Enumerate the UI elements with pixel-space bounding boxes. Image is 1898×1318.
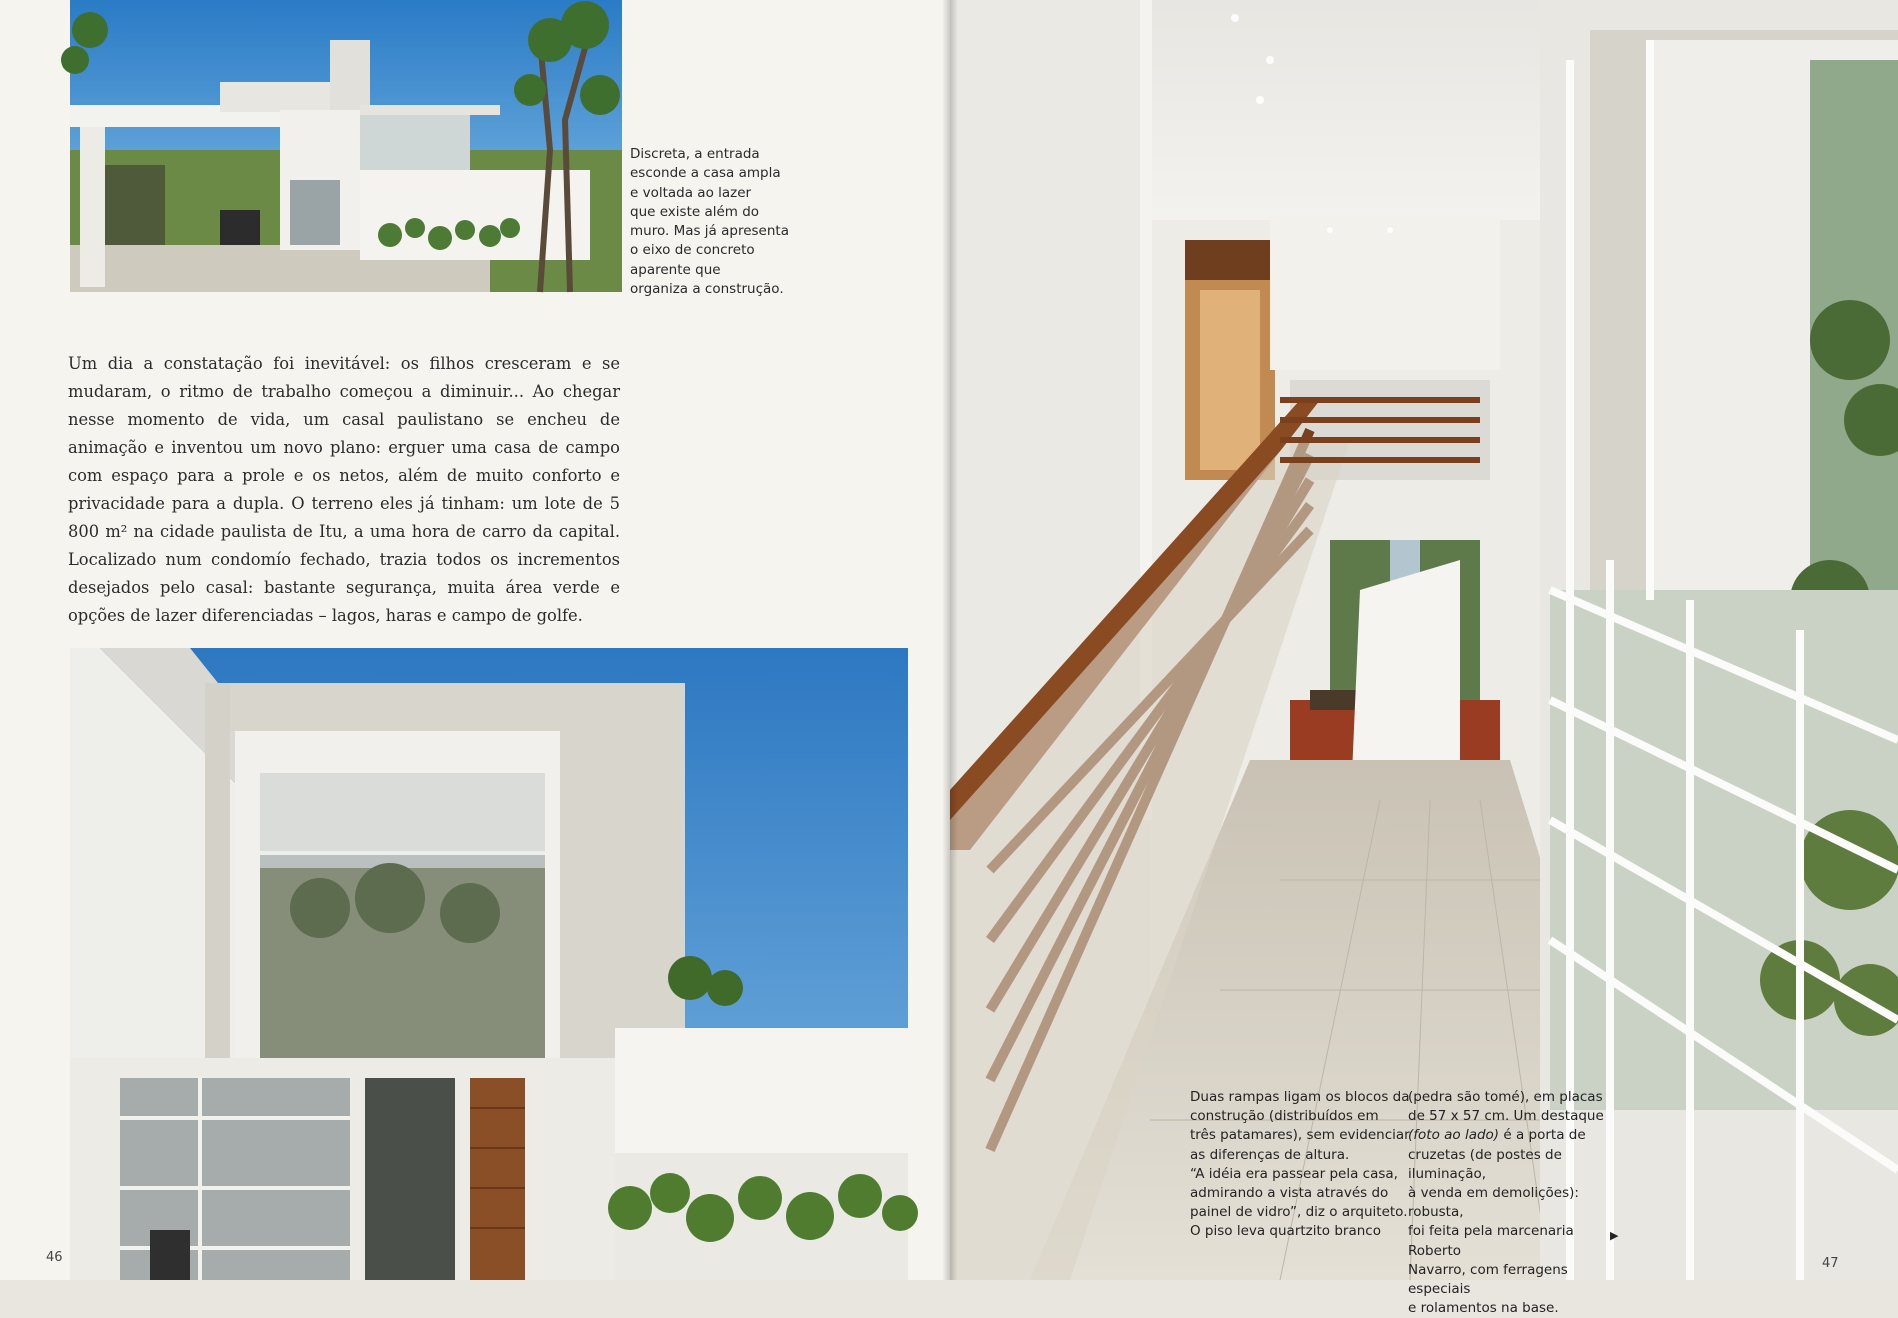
continue-arrow-icon: ▶	[1610, 1229, 1619, 1242]
right-page	[950, 0, 1898, 1317]
caption-col2-line2: de 57 x 57 cm. Um destaque	[1408, 1108, 1604, 1125]
photo-house-entrance-exterior	[70, 0, 622, 292]
caption-col2-line1: (pedra são tomé), em placas	[1408, 1089, 1603, 1105]
body-paragraph: Um dia a constatação foi inevitável: os filhos cresceram e se mudaram, o ritmo de trabalho começou a diminuir... Ao chegar nesse momento de vida, um casal paulistano se encheu de animação e inventou um novo plano: erguer uma casa de campo com espaço para a prole e os netos, além de muito conforto e privacidade para a dupla. O terreno eles já tinham: um lote de 5 800 m² na cidade paulista de Itu, a uma hora de carro da capital. Localizado num condomío fechado, trazia todos os incrementos desejados pelo casal: bastante segurança, muita área verde e opções de lazer diferenciadas – lagos, haras e campo de golfe.	[68, 354, 620, 625]
spread-gutter	[942, 0, 958, 1280]
caption-col2-rest: é a porta de cruzetas (de postes de iluminação, à venda em demolições): robusta, foi feita pela marcenaria Roberto Navarro, com ferragens especiais e rolamentos na base.	[1408, 1127, 1586, 1317]
page-number-left: 46	[46, 1250, 63, 1265]
caption-col2-body	[1408, 1126, 1618, 1318]
page-number-right: 47	[1822, 1256, 1839, 1271]
caption-col1: Duas rampas ligam os blocos da construção (distribuídos em três patamares), sem evidenciar as diferenças de altura. “A idéia era passear pela casa, admirando a vista através do painel de vidro”, diz o arquiteto. O piso leva quartzito branco	[1190, 1089, 1410, 1240]
photo-house-facade-glass-volume	[70, 648, 908, 1280]
caption-col2	[1408, 1088, 1618, 1318]
top-photo-caption: Discreta, a entrada esconde a casa ampla e voltada ao lazer que existe além do muro. Mas já apresenta o eixo de concreto aparente que organiza a construção.	[630, 146, 789, 298]
article-body	[68, 350, 620, 630]
left-page	[0, 0, 950, 1280]
caption-col2-italic: (foto ao lado)	[1408, 1127, 1500, 1144]
